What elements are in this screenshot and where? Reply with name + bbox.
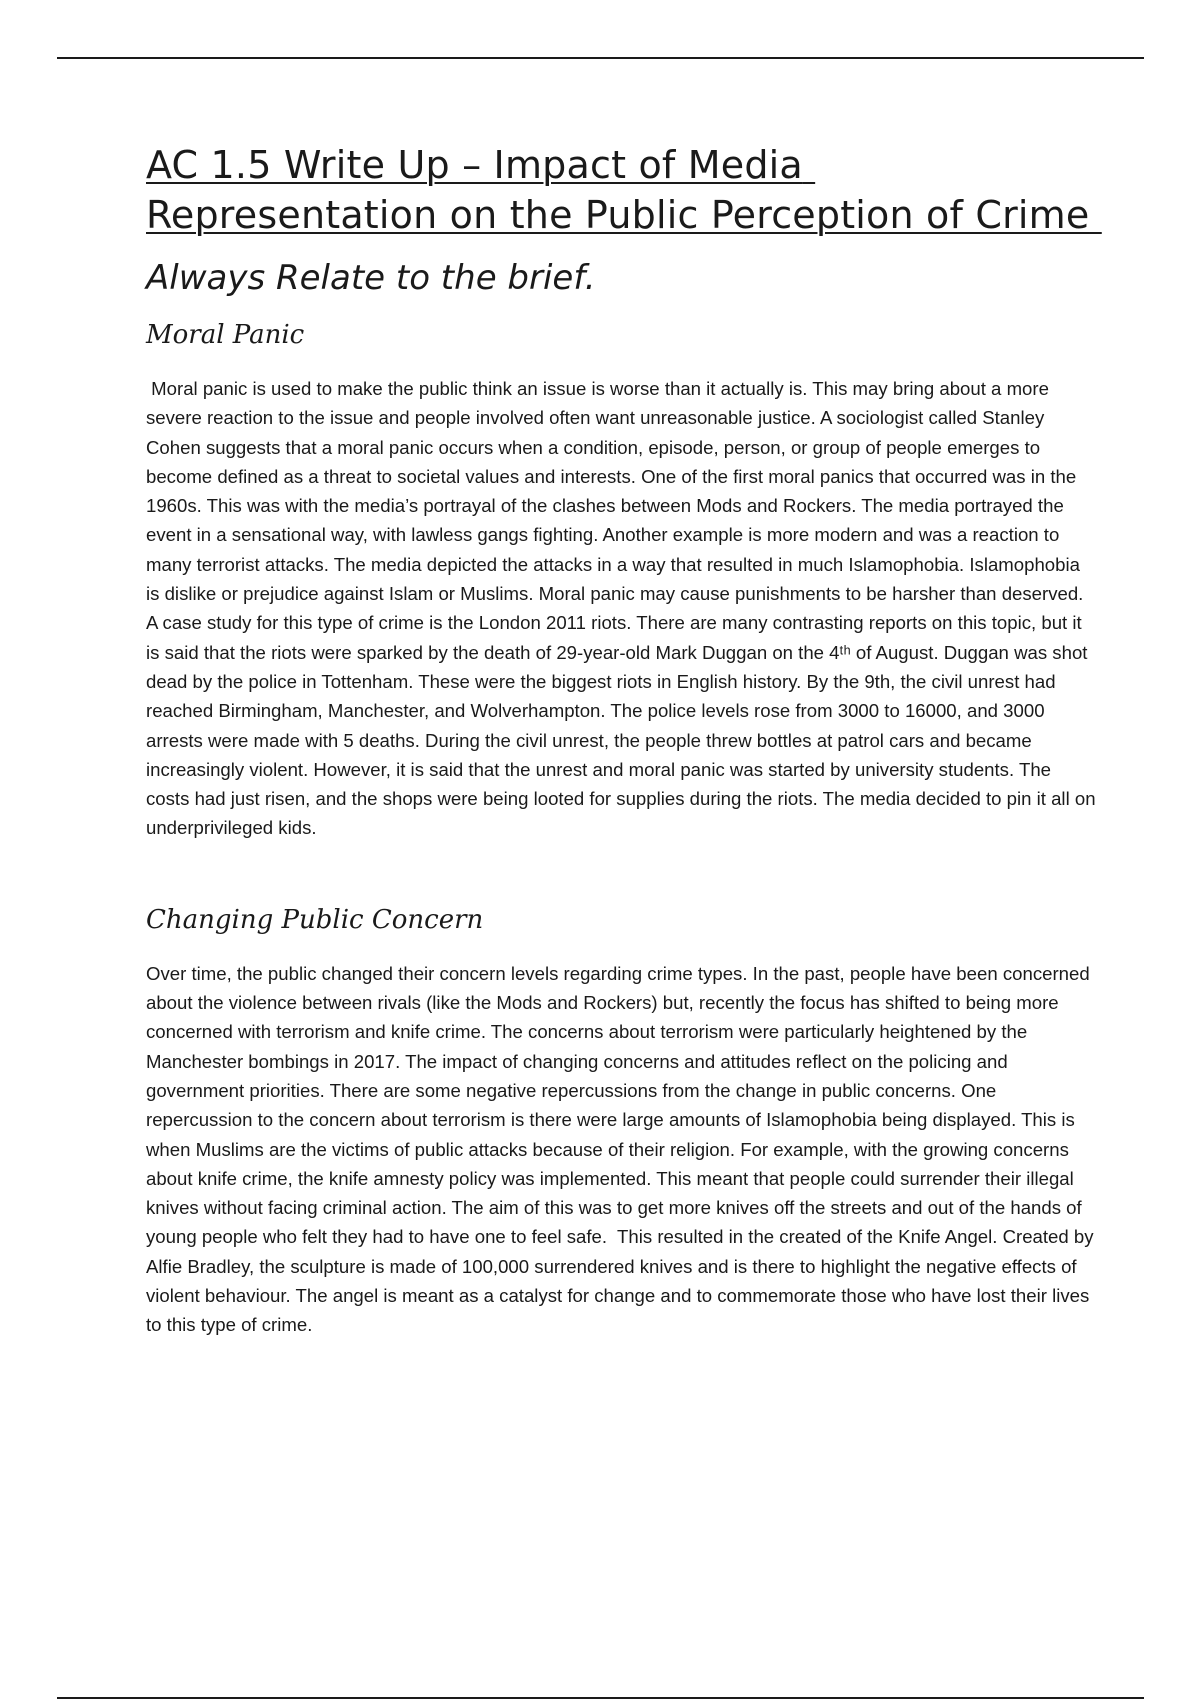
document-body <box>146 140 1102 1340</box>
section-changing-public-concern <box>146 903 1096 1340</box>
section-body-moral-panic: Moral panic is used to make the public think an issue is worse than it actually is. This may bring about a more severe reaction to the issue and people involved often want unreasonable justice. A sociologist called Stanley Cohen suggests that a moral panic occurs when a condition, episode, person, or group of people emerges to become defined as a threat to societal values and interests. One of the first moral panics that occurred was in the 1960s. This was with the media’s portrayal of the clashes between Mods and Rockers. The media portrayed the event in a sensational way, with lawless gangs fighting. Another example is more modern and was a reaction to many terrorist attacks. The media depicted the attacks in a way that resulted in much Islamophobia. Islamophobia is dislike or prejudice against Islam or Muslims. Moral panic may cause punishments to be harsher than deserved. A case study for this type of crime is the London 2011 riots. There are many contrasting reports on this topic, but it is said that the riots were sparked by the death of 29-year-old Mark Duggan on the 4ᵗʰ of August. Duggan was shot dead by the police in Tottenham. These were the biggest riots in English history. By the 9th, the civil unrest had reached Birmingham, Manchester, and Wolverhampton. The police levels rose from 3000 to 16000, and 3000 arrests were made with 5 deaths. During the civil unrest, the people threw bottles at patrol cars and became increasingly violent. However, it is said that the unrest and moral panic was started by university students. The costs had just risen, and the shops were being looted for supplies during the riots. The media decided to pin it all on underprivileged kids. <box>146 378 1101 839</box>
section-body-changing-public-concern: Over time, the public changed their concern levels regarding crime types. In the past, people have been concerned about the violence between rivals (like the Mods and Rockers) but, recently the focus has shifted to being more concerned with terrorism and knife crime. The concerns about terrorism were particularly heightened by the Manchester bombings in 2017. The impact of changing concerns and attitudes reflect on the policing and government priorities. There are some negative repercussions from the change in public concerns. One repercussion to the concern about terrorism is there were large amounts of Islamophobia being displayed. This is when Muslims are the victims of public attacks because of their religion. For example, with the growing concerns about knife crime, the knife amnesty policy was implemented. This meant that people could surrender their illegal knives without facing criminal action. The aim of this was to get more knives off the streets and out of the hands of young people who felt they had to have one to feel safe. This resulted in the created of the Knife Angel. Created by Alfie Bradley, the sculpture is made of 100,000 surrendered knives and is there to highlight the negative effects of violent behaviour. The angel is meant as a catalyst for change and to commemorate those who have lost their lives to this type of crime. <box>146 962 1098 1336</box>
footer-rule <box>57 1697 1144 1699</box>
section-heading-moral-panic: Moral Panic <box>146 320 305 350</box>
header-rule <box>57 57 1144 59</box>
document-subtitle: Always Relate to the brief. <box>146 258 596 298</box>
section-moral-panic <box>146 318 1101 843</box>
document-title-text: AC 1.5 Write Up – Impact of Media Representation on the Public Perception of Crime <box>146 143 1102 237</box>
section-heading-changing-public-concern: Changing Public Concern <box>146 904 484 935</box>
document-title <box>146 140 1102 240</box>
